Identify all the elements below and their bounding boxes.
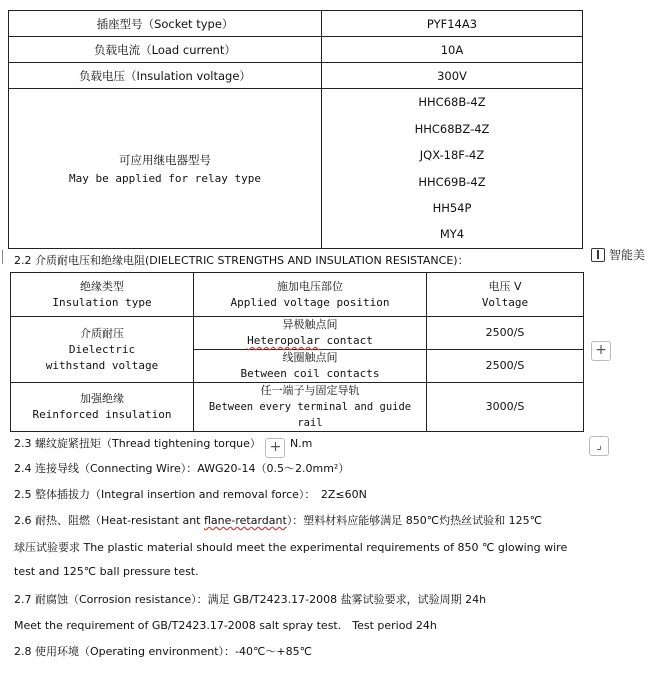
paragraph-2-6: [14, 512, 542, 528]
coil-cn: 线圈触点间: [282, 351, 338, 364]
insulation-table: [10, 272, 584, 432]
relay-item: HHC68B-4Z: [418, 95, 486, 110]
section-2-2-title: 2.2 介质耐电压和绝缘电阻(DIELECTRIC STRENGTHS AND INSULATION RESISTANCE)：: [14, 254, 469, 267]
layout-icon: [591, 248, 605, 262]
spec-label: 插座型号（Socket type）: [9, 11, 322, 37]
header-cn: 施加电压部位: [277, 279, 343, 293]
table-row: [11, 317, 584, 350]
heteropolar-cn: 异极触点间: [282, 318, 338, 331]
reinforced-label: [11, 383, 194, 432]
table-header-row: [11, 273, 584, 317]
spec-value: 10A: [322, 37, 583, 63]
coil-en: Between coil contacts: [240, 367, 380, 380]
p26-text: ）：塑料材料应能够满足 850℃灼热丝试验和 125℃: [286, 514, 543, 527]
dielectric-en: withstand voltage: [45, 358, 159, 372]
paragraph-2-3: [14, 434, 312, 454]
plus-icon: +: [269, 439, 282, 455]
paragraph-2-6-line3: test and 125℃ ball pressure test.: [14, 565, 199, 578]
relay-type-label-cn: 可应用继电器型号: [119, 153, 211, 167]
heteropolar-en-rest: contact: [319, 334, 373, 347]
table-row: [11, 383, 584, 432]
paragraph-2-8: 2.8 使用环境（Operating environment）：-40℃～+85℃: [14, 645, 312, 658]
paragraph-2-7: 2.7 耐腐蚀（Corrosion resistance）：满足 GB/T2423.17-2008 盐雾试验要求，试验周期 24h: [14, 593, 487, 606]
smart-beautify-button[interactable]: [591, 246, 645, 263]
relay-item: MY4: [439, 227, 465, 242]
header-cn: 绝缘类型: [80, 279, 124, 293]
reinforced-pos-en: Between every terminal and guide rail: [208, 401, 412, 429]
smart-beautify-label: 智能美: [609, 248, 646, 262]
relay-type-list: [322, 89, 583, 249]
dielectric-label: [11, 317, 194, 383]
reinforced-voltage: 3000/S: [427, 383, 584, 432]
paragraph-2-6-line2: 球压试验要求 The plastic material should meet the experimental requirements of 850 ℃ glowing wire: [14, 541, 568, 554]
paragraph-2-4: 2.4 连接导线（Connecting Wire）：AWG20-14（0.5～2.0mm²）: [14, 462, 350, 475]
heteropolar-voltage: 2500/S: [427, 317, 584, 350]
spec-value: PYF14A3: [322, 11, 583, 37]
relay-item: HHC69B-4Z: [418, 174, 486, 189]
paragraph-2-5: 2.5 整体插拔力（Integral insertion and removal force）： 2Z≤60N: [14, 488, 367, 501]
plus-icon: +: [595, 342, 607, 358]
coil-position: [194, 350, 427, 383]
dielectric-en: Dielectric: [68, 342, 136, 356]
relay-item: HH54P: [432, 200, 472, 215]
paragraph-marker: [2, 250, 6, 264]
table-row: [9, 37, 583, 63]
heteropolar-en-word: Heteropolar: [247, 334, 320, 347]
add-row-button[interactable]: [265, 438, 285, 458]
relay-type-label-en: May be applied for relay type: [68, 172, 262, 185]
socket-spec-table: [8, 10, 583, 249]
table-row: [9, 63, 583, 89]
reinforced-position: [194, 383, 427, 432]
p23-text: 2.3 螺纹旋紧扭矩（Thread tightening torque）: [14, 437, 261, 450]
spec-value: 300V: [322, 63, 583, 89]
dielectric-cn: 介质耐压: [80, 326, 124, 340]
p26-text: 2.6 耐热、阻燃（Heat-resistant ant: [14, 514, 204, 527]
expand-icon: ⌟: [596, 438, 602, 452]
spec-label: 负载电压（Insulation voltage）: [9, 63, 322, 89]
header-en: Insulation type: [52, 295, 152, 309]
paragraph-2-7-line2: Meet the requirement of GB/T2423.17-2008 salt spray test. Test period 24h: [14, 619, 437, 632]
reinforced-cn: 加强绝缘: [80, 392, 124, 405]
header-insulation-type: [11, 273, 194, 317]
header-en: Voltage: [481, 295, 529, 309]
heteropolar-en: [196, 333, 424, 349]
spec-label: 负载电流（Load current）: [9, 37, 322, 63]
relay-item: JQX-18F-4Z: [419, 148, 485, 163]
header-voltage: [427, 273, 584, 317]
header-en: Applied voltage position: [230, 295, 390, 309]
reinforced-en: Reinforced insulation: [32, 408, 172, 421]
header-applied-position: [194, 273, 427, 317]
p26-spellcheck-word: flane-retardant: [203, 514, 287, 527]
add-column-button[interactable]: [591, 341, 611, 361]
heteropolar-position: [194, 317, 427, 350]
table-row: [9, 89, 583, 249]
relay-item: HHC68BZ-4Z: [414, 121, 490, 136]
reinforced-pos-cn: 任一端子与固定导轨: [260, 384, 360, 397]
p23-unit: N.m: [289, 437, 313, 450]
relay-type-label: [9, 89, 322, 249]
table-expand-button[interactable]: [589, 436, 609, 456]
table-row: [9, 11, 583, 37]
header-cn: 电压 V: [488, 279, 522, 293]
coil-voltage: 2500/S: [427, 350, 584, 383]
